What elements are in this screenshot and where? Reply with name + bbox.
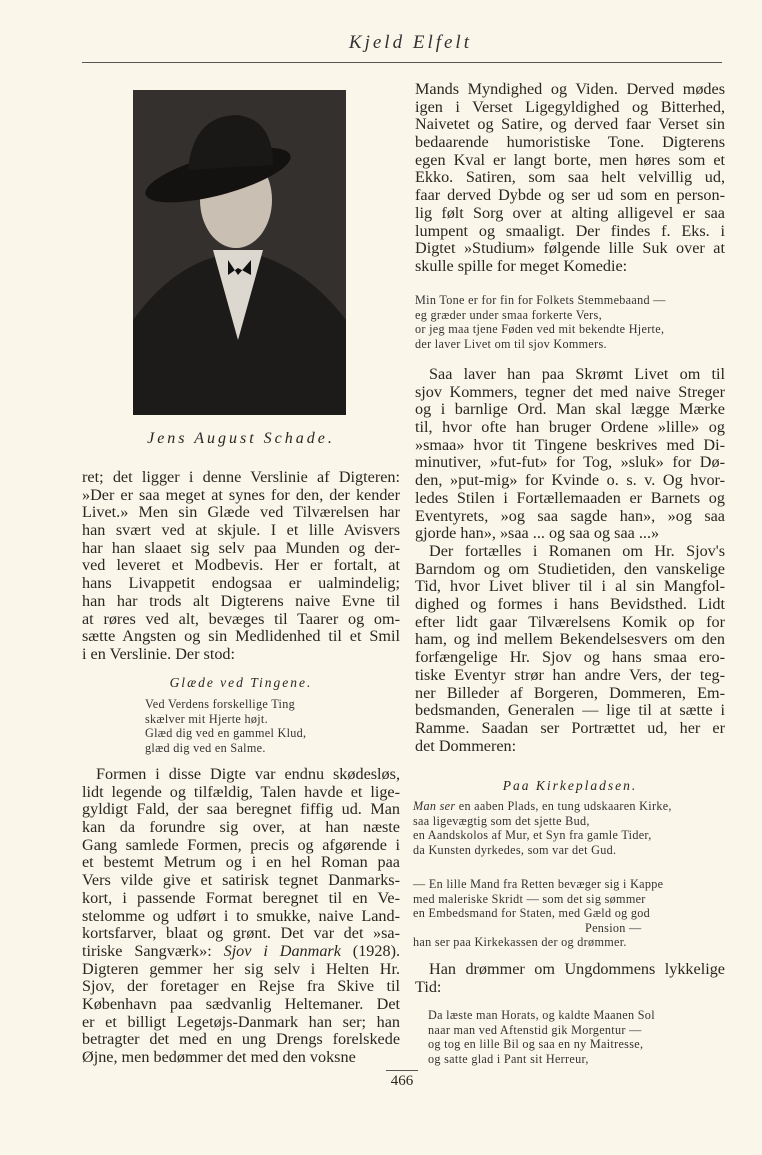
text-line: »Der er saa meget at synes for den, der kender — [82, 485, 400, 504]
text-line: skælver mit Hjerte højt. — [145, 711, 268, 726]
text-line: faar derved Dybde og ser ud som en person- — [415, 186, 725, 205]
right-paragraph-2 — [415, 366, 725, 543]
text-line: minutiver, »fut-fut» for Tog, »sluk» for Dø- — [415, 453, 725, 472]
text-line: kan da forundre sig over, at han næste — [82, 818, 400, 837]
italic-title: Man ser — [413, 799, 456, 813]
text-line: dighed og formes i hans Bevidsthed. Lidt — [415, 595, 725, 614]
text-line: har han slaaet sig selv paa Munden og der- — [82, 538, 400, 557]
text-line: eg græder under smaa forkerte Vers, — [415, 307, 602, 322]
text-line: — En lille Mand fra Retten bevæger sig i Kappe — [413, 877, 664, 891]
photo-caption: Jens August Schade. — [147, 430, 335, 447]
text-line: Pension — — [585, 920, 642, 935]
text-line: Formen i disse Digte var endnu skødesløs, — [96, 765, 400, 783]
text-line: er et billigt Legetøjs-Danmark han ser; han — [82, 1012, 400, 1031]
text-line: Han drømmer om Ungdommens lykkelige — [429, 960, 725, 978]
text-line: et bestemt Metrum og i en hel Roman paa — [82, 853, 400, 872]
poem-studium — [415, 293, 666, 351]
text-line: Eventyrets, »og saa sagde han», »og saa — [415, 506, 725, 525]
text-line: det Dommeren: — [415, 736, 517, 755]
header-rule — [82, 62, 722, 63]
text-line: lig følt Sorg over at alting alligevel er saa — [415, 203, 725, 222]
text-line: Man ser en aaben Plads, en tung udskaaren Kirke, — [413, 799, 672, 813]
poem-title-kirkepladsen: Paa Kirkepladsen. — [502, 778, 638, 793]
text-line: i en Verslinie. Der stod: — [82, 644, 236, 663]
text-line: ham, og ind mellem Bekendelsesvers om den — [415, 630, 725, 649]
left-paragraph-1 — [82, 469, 400, 664]
text-line: til, hvor ofte han bruger Ordene »lille» og — [415, 418, 725, 437]
text-line: Vers vilde give et satirisk tegnet Danmarks- — [82, 871, 400, 890]
text-line: Mands Myndighed og Viden. Derved mødes — [415, 80, 725, 98]
poem-kirkepladsen-stanza-1 — [413, 799, 672, 857]
left-paragraph-2 — [82, 766, 400, 1067]
poem-ungdom — [428, 1008, 655, 1066]
text-line: Da læste man Horats, og kaldte Maanen Sol — [428, 1008, 655, 1022]
text-line: Øjne, men bedømmer det med den voksne — [82, 1048, 356, 1066]
text-line: Ekko. Satiren, som saa helt velvillig ud, — [415, 168, 725, 187]
text-line: en Aandskolos af Mur, et Syn fra gamle Tider, — [413, 828, 652, 843]
text-line: stelomme og udført i to smukke, naive Land- — [82, 906, 400, 925]
text-line: kortsfarver, blaat og grønt. Det var det »sa- — [82, 924, 400, 943]
text-line: Gang samlede Formen, precis og afgørende i — [82, 835, 400, 854]
text-line: Tid, hvor Livet bliver til i al sin Mangfol- — [415, 577, 725, 596]
text-line: betragter det med en ung Drengs forelskede — [82, 1030, 400, 1049]
text-line: Tid: — [415, 977, 442, 996]
right-paragraph-4 — [415, 961, 725, 996]
running-head: Kjeld Elfelt — [348, 32, 472, 53]
italic-title: Sjov i Danmark — [223, 941, 341, 960]
text-line: med maleriske Skridt — som det sig sømmer — [413, 891, 646, 906]
text-line: Sjov, der foretager en Rejse fra Skive til — [82, 977, 400, 996]
text-line: og i barnlige Ord. Man skal lægge Mærke — [415, 400, 725, 419]
poem-kirkepladsen-stanza-2 — [413, 877, 663, 950]
text-line: lumpent og smaaligt. Der findes f. Eks. i — [415, 221, 725, 240]
text-line: at røres ved alt, bevæges til Taarer og om- — [82, 609, 400, 628]
text-line: kort, i passende Format beregnet til en Ve- — [82, 888, 400, 907]
text-line: og satte glad i Pant sit Herreur, — [428, 1051, 589, 1066]
page-number: 466 — [386, 1070, 418, 1090]
text-line: egen Kval er langt borte, men høres som et — [415, 150, 725, 169]
text-line: ret; det ligger i denne Verslinie af Digteren: — [82, 468, 400, 486]
text-line: han ser paa Kirkekassen der og drømmer. — [413, 935, 627, 950]
text-line: sætte Angsten og sin Medlidenhed til et Smil — [82, 627, 400, 646]
text-line: naar man ved Aftenstid gik Morgentur — — [428, 1022, 642, 1037]
right-paragraph-1 — [415, 81, 725, 276]
text-line: en Embedsmand for Staten, med Gæld og god — [413, 906, 651, 921]
poem-glaede — [145, 697, 306, 755]
text-line: ledes Stilen i Fortællemaaden er Barnets og — [415, 488, 725, 507]
text-line: hans Livappetit endogsaa er ualmindelig; — [82, 574, 400, 593]
text-line: igen i Verset Ligegyldighed og Bitterhed, — [415, 97, 725, 116]
text-line: Ramme. Saadan ser Portrættet ud, her er — [415, 718, 725, 737]
text-line: da Kunsten dyrkedes, som var det Gud. — [413, 842, 617, 857]
text-line: skulle spille for meget Komedie: — [415, 256, 628, 275]
text-line: lidt legende og tilfældig, Talen havde et lige- — [82, 782, 400, 801]
right-paragraph-3 — [415, 543, 725, 755]
text-line: Min Tone er for fin for Folkets Stemmebaand — — [415, 293, 666, 307]
text-line: »smaa» hvor tit Tingene beskrives med Di- — [415, 435, 725, 454]
text-line: gyldigt Fald, der saa beregnet fiffig ud. Man — [82, 800, 400, 819]
text-line: tiske Eventyr strør han andre Vers, der teg- — [415, 665, 725, 684]
text-line: tiriske Sangværk»: Sjov i Danmark (1928). — [82, 941, 401, 960]
text-line: Digteren gemmer her sig selv i Helten Hr. — [82, 959, 400, 978]
text-line: ner Billeder af Borgeren, Dommeren, Em- — [415, 683, 725, 702]
text-line: han har trods alt Digterens naive Evne til — [82, 591, 400, 610]
author-portrait-photo — [133, 90, 346, 415]
text-line: og tog en lille Bil og saa en ny Maitresse, — [428, 1037, 644, 1052]
text-line: or jeg maa tjene Føden ved mit bekendte Hjerte, — [415, 322, 665, 337]
text-line: saa ligevægtig som det sjette Bud, — [413, 813, 590, 828]
text-line: sjov Kommers, tegner det med naive Streger — [415, 382, 725, 401]
text-line: gjorde han», »saa ... og saa og saa ...» — [415, 524, 660, 543]
text-line: forfængelige Hr. Sjov og hans smaa ero- — [415, 648, 725, 667]
text-line: glæd dig ved en Salme. — [145, 740, 266, 755]
text-line: Barndom og om Studietiden, den vanskelige — [415, 559, 725, 578]
portrait-illustration — [133, 90, 346, 415]
text-line: han svært ved at skjule. I et lille Avisvers — [82, 521, 400, 540]
text-line: Saa laver han paa Skrømt Livet om til — [429, 365, 725, 383]
text-line: bedaarende humoristiske Tone. Digterens — [415, 133, 725, 152]
text-line: Livet.» Men sin Glæde ved Tilværelsen har — [82, 503, 400, 522]
text-line: Ved Verdens forskellige Ting — [145, 697, 296, 711]
text-line: efter lidt gaar Tilværelsens Komik op for — [415, 612, 725, 631]
text-line: den, »put-mig» for Kvinde o. s. v. Og hvor- — [415, 471, 725, 490]
text-line: ved leveret et Modbevis. Her er fortalt, at — [82, 556, 400, 575]
text-line: København paa sædvanlig Heltemaner. Det — [82, 994, 400, 1013]
text-line: Naivetet og Satire, og derved faar Verset sin — [415, 115, 725, 134]
text-line: Glæd dig ved en gammel Klud, — [145, 726, 307, 741]
poem-title-glaede: Glæde ved Tingene. — [169, 675, 313, 690]
text-line: bedsmanden, Generalen — lige til at sætte i — [415, 701, 725, 720]
text-line: Der fortælles i Romanen om Hr. Sjov's — [429, 542, 725, 560]
text-line: der laver Livet om til sjov Kommers. — [415, 336, 607, 351]
text-line: Digtet »Studium» følgende lille Suk over at — [415, 239, 725, 258]
